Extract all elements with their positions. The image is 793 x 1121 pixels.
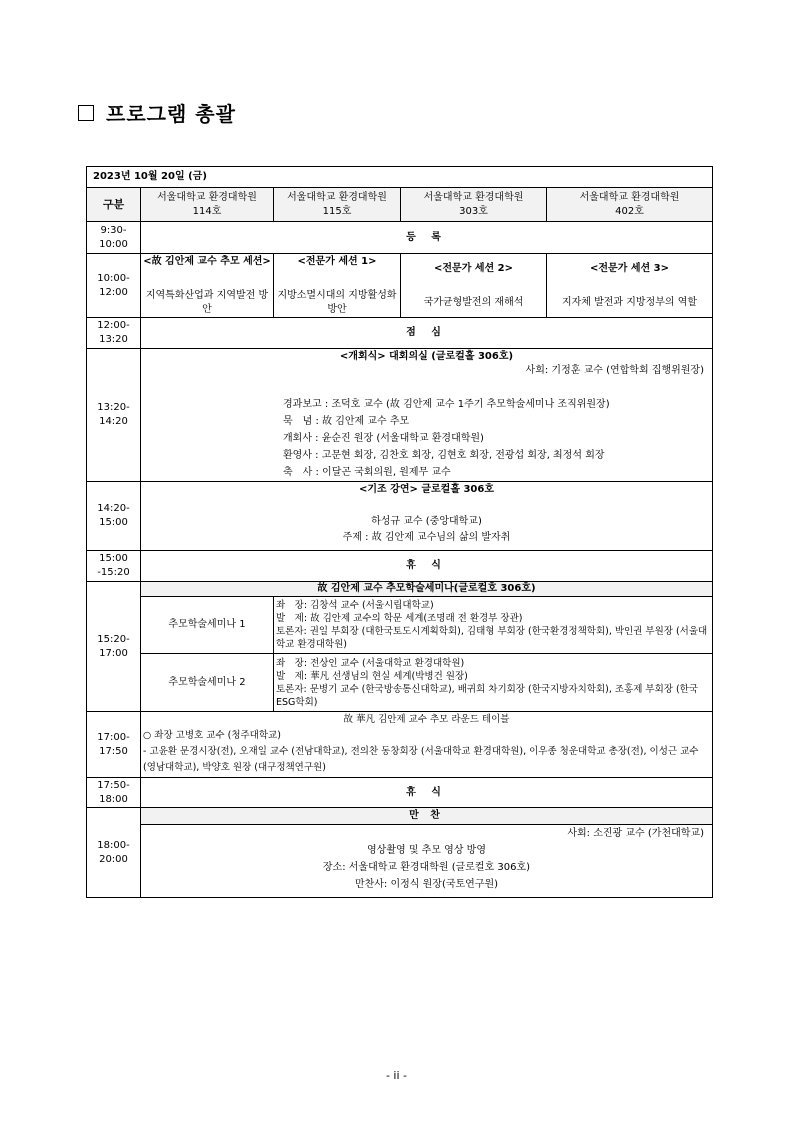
time-keynote: 14:20- 15:00 <box>87 482 141 551</box>
checkbox-square-icon <box>78 105 94 121</box>
session-3: <전문가 세션 2> 국가균형발전의 재해석 <box>401 254 547 318</box>
seminar-2-details: 좌 장: 전상인 교수 (서울대학교 환경대학원) 발 제: 華凡 선생님의 현실 세계(박병건 원장) 토론자: 문병기 교수 (한국방송통신대학교), 배귀희 차기회장 (한국지방자치학회), 조홍제 부회장 (한국ESG학회) <box>274 654 713 712</box>
header-room-1: 서울대학교 환경대학원 114호 <box>141 188 274 222</box>
break-1-label: 휴 식 <box>141 551 713 582</box>
time-registration: 9:30- 10:00 <box>87 222 141 254</box>
page-number: - ii - <box>385 1069 408 1082</box>
seminar-1-details: 좌 장: 김창석 교수 (서울시립대학교) 발 제: 故 김안제 교수의 학문 세계(조명래 전 환경부 장관) 토론자: 권일 부회장 (대한국토도시계획학회), 김태형 부회장 (한국환경정책학회), 박인권 부원장 (서울대학교 환경대학원) <box>274 597 713 654</box>
dinner-details: 사회: 소진광 교수 (가천대학교) 영상촬영 및 추모 영상 방영 장소: 서울대학교 환경대학원 (글로컬호 306호) 만찬사: 이정식 원장(국토연구원) <box>141 825 713 898</box>
roundtable: 故 華凡 김안제 교수 추모 라운드 테이블 ○ 좌장 고병호 교수 (청주대학교) - 고윤환 문경시장(전), 오재일 교수 (전남대학교), 전의찬 동창회장 (서울대학교 환경대학원), 이우종 청운대학교 총장(전), 이성근 교수 (영남대학교), 박양호 원장 (대구정책연구원) <box>141 712 713 778</box>
page-heading-text: 프로그램 총괄 <box>106 102 236 126</box>
session-2: <전문가 세션 1> 지방소멸시대의 지방활성화 방안 <box>274 254 401 318</box>
time-sessions: 10:00- 12:00 <box>87 254 141 318</box>
time-break-2: 17:50- 18:00 <box>87 778 141 808</box>
header-room-4: 서울대학교 환경대학원 402호 <box>547 188 713 222</box>
seminar-1-name: 추모학술세미나 1 <box>141 597 274 654</box>
registration-label: 등 록 <box>141 222 713 254</box>
header-category: 구분 <box>87 188 141 222</box>
keynote: <기조 강연> 글로컬홀 306호 하성규 교수 (중앙대학교) 주제 : 故 김안제 교수님의 삶의 발자취 <box>141 482 713 551</box>
time-seminar: 15:20- 17:00 <box>87 582 141 712</box>
opening-ceremony: <개회식> 대회의실 (글로컬홀 306호) 사회: 기정훈 교수 (연합학회 집행위원장) 경과보고 : 조덕호 교수 (故 김안제 교수 1주기 추모학술세미나 조직위원장) 묵 념 : 故 김안제 교수 추모 개회사 : 윤순진 원장 (서울대학교 환경대학원) 환영사 : 고문현 회장, 김찬호 회장, 김현호 회장, 전광섭 회장, 최정석 회장 축 사 : 이달곤 국회의원, 원제무 교수 <box>141 349 713 482</box>
lunch-label: 점 심 <box>141 318 713 349</box>
date-row: 2023년 10월 20일 (금) <box>87 167 713 188</box>
page-heading <box>78 98 236 127</box>
time-break-1: 15:00 -15:20 <box>87 551 141 582</box>
time-dinner: 18:00- 20:00 <box>87 808 141 898</box>
break-2-label: 휴 식 <box>141 778 713 808</box>
time-lunch: 12:00- 13:20 <box>87 318 141 349</box>
session-1: <故 김안제 교수 추모 세션> 지역특화산업과 지역발전 방안 <box>141 254 274 318</box>
time-opening: 13:20- 14:20 <box>87 349 141 482</box>
seminar-title: 故 김안제 교수 추모학술세미나(글로컬호 306호) <box>141 582 713 597</box>
header-room-2: 서울대학교 환경대학원 115호 <box>274 188 401 222</box>
program-table <box>86 166 713 898</box>
session-4: <전문가 세션 3> 지자체 발전과 지방정부의 역할 <box>547 254 713 318</box>
dinner-title: 만 찬 <box>141 808 713 825</box>
time-roundtable: 17:00- 17:50 <box>87 712 141 778</box>
header-room-3: 서울대학교 환경대학원 303호 <box>401 188 547 222</box>
seminar-2-name: 추모학술세미나 2 <box>141 654 274 712</box>
